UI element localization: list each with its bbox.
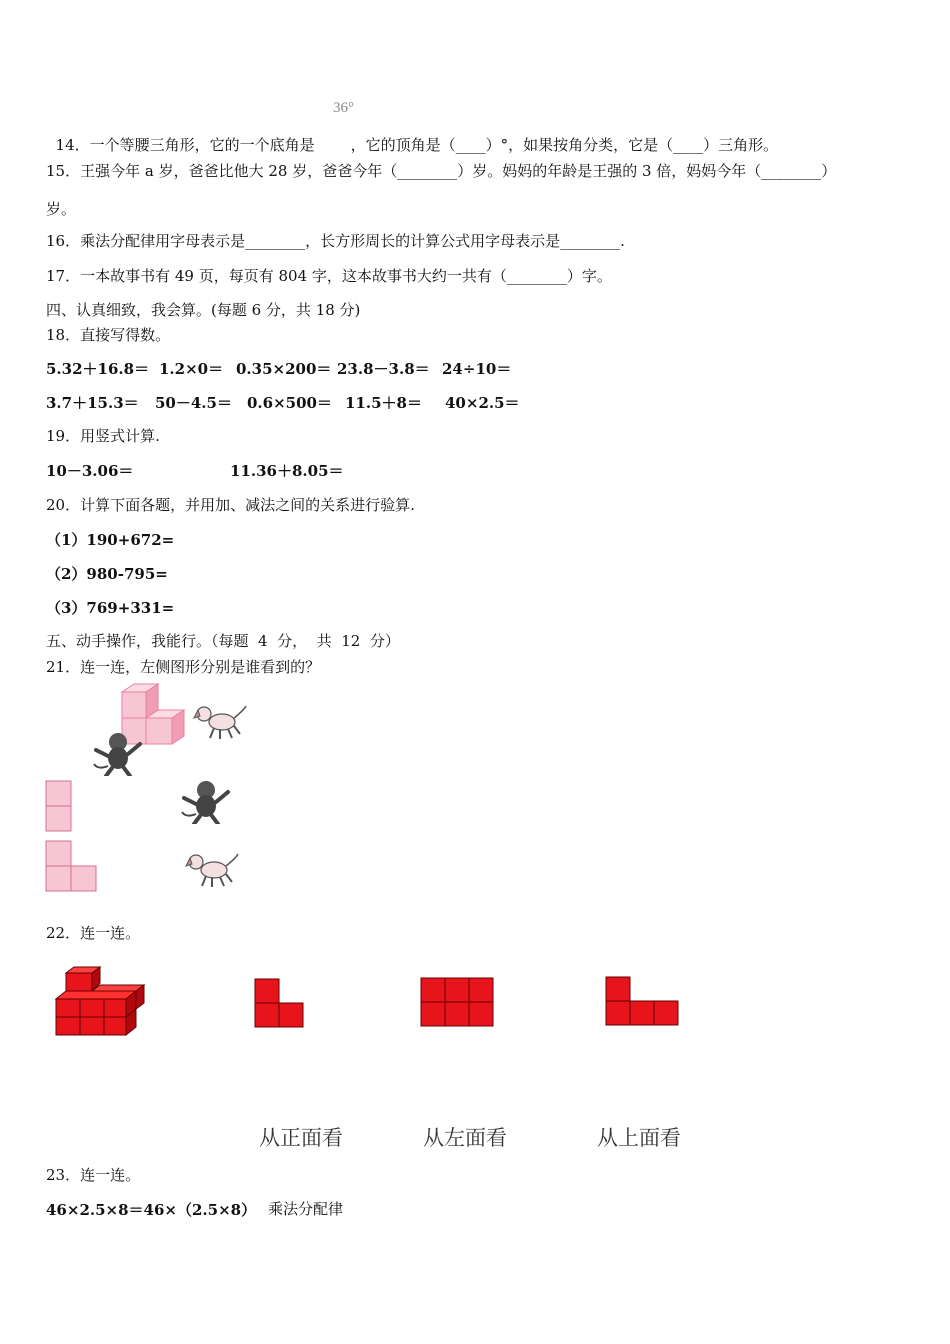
q21-shape-l bbox=[45, 840, 101, 894]
q22-view-shape-1 bbox=[254, 978, 306, 1030]
q18-r1-c5: 24÷10＝ bbox=[442, 360, 512, 378]
q18-r1-c1: 5.32＋16.8＝ bbox=[46, 360, 150, 378]
q18-r2-c5: 40×2.5＝ bbox=[445, 394, 520, 412]
q20-item-1: （1）190+672= bbox=[46, 531, 175, 549]
q23-law-label: 乘法分配律 bbox=[268, 1200, 344, 1218]
monkey-icon bbox=[180, 778, 232, 824]
q18-r2-c3: 0.6×500＝ bbox=[247, 394, 332, 412]
q19-item-1: 10－3.06＝ bbox=[46, 462, 134, 480]
q19-title: 19．用竖式计算. bbox=[46, 427, 160, 445]
q18-r1-c2: 1.2×0＝ bbox=[159, 360, 224, 378]
q21-shape-tall bbox=[45, 780, 75, 834]
q14-line bbox=[46, 115, 778, 155]
q18-r1-c4: 23.8－3.8＝ bbox=[337, 360, 430, 378]
section5-heading: 五、动手操作，我能行。（每题 4 分， 共 12 分） bbox=[46, 632, 400, 650]
q22-view-shape-2 bbox=[420, 977, 496, 1029]
section4-heading: 四、认真细致，我会算。(每题 6 分，共 18 分) bbox=[46, 301, 361, 319]
q22-label-top: 从上面看 bbox=[597, 1126, 681, 1150]
q22-title: 22．连一连。 bbox=[46, 924, 141, 942]
q14-angle: 36° bbox=[333, 100, 354, 116]
q15-line1: 15．王强今年 a 岁，爸爸比他大 28 岁，爸爸今年（________）岁。妈妈的年龄是王强的 3 倍，妈妈今年（________） bbox=[46, 162, 837, 180]
q18-r2-c1: 3.7＋15.3＝ bbox=[46, 394, 139, 412]
dog-icon bbox=[190, 700, 250, 742]
dog-icon bbox=[182, 848, 242, 890]
q22-label-front: 从正面看 bbox=[259, 1126, 343, 1150]
q23-expression: 46×2.5×8＝46×（2.5×8） bbox=[46, 1201, 257, 1219]
q20-item-2: （2）980-795= bbox=[46, 565, 168, 583]
q22-red-cubes-3d bbox=[52, 965, 152, 1037]
q22-view-shape-3 bbox=[605, 976, 681, 1028]
q16-line: 16．乘法分配律用字母表示是________，长方形周长的计算公式用字母表示是________. bbox=[46, 232, 625, 250]
monkey-icon bbox=[92, 730, 144, 776]
q14-post: ，它的顶角是（____）°，如果按角分类，它是（____）三角形。 bbox=[350, 136, 779, 154]
q21-title: 21．连一连，左侧图形分别是谁看到的？ bbox=[46, 658, 321, 676]
q23-title: 23．连一连。 bbox=[46, 1166, 141, 1184]
q18-r2-c2: 50－4.5＝ bbox=[155, 394, 232, 412]
q22-label-left: 从左面看 bbox=[423, 1126, 507, 1150]
q18-title: 18．直接写得数。 bbox=[46, 326, 171, 344]
q19-item-2: 11.36＋8.05＝ bbox=[230, 462, 344, 480]
q18-r1-c3: 0.35×200＝ bbox=[236, 360, 332, 378]
q20-title: 20．计算下面各题，并用加、减法之间的关系进行验算. bbox=[46, 496, 415, 514]
q20-item-3: （3）769+331= bbox=[46, 599, 175, 617]
q15-line2: 岁。 bbox=[46, 200, 77, 218]
q17-line: 17．一本故事书有 49 页，每页有 804 字，这本故事书大约一共有（________）字。 bbox=[46, 267, 612, 285]
q14-pre: 14．一个等腰三角形，它的一个底角是 bbox=[55, 136, 315, 154]
q18-r2-c4: 11.5＋8＝ bbox=[345, 394, 422, 412]
